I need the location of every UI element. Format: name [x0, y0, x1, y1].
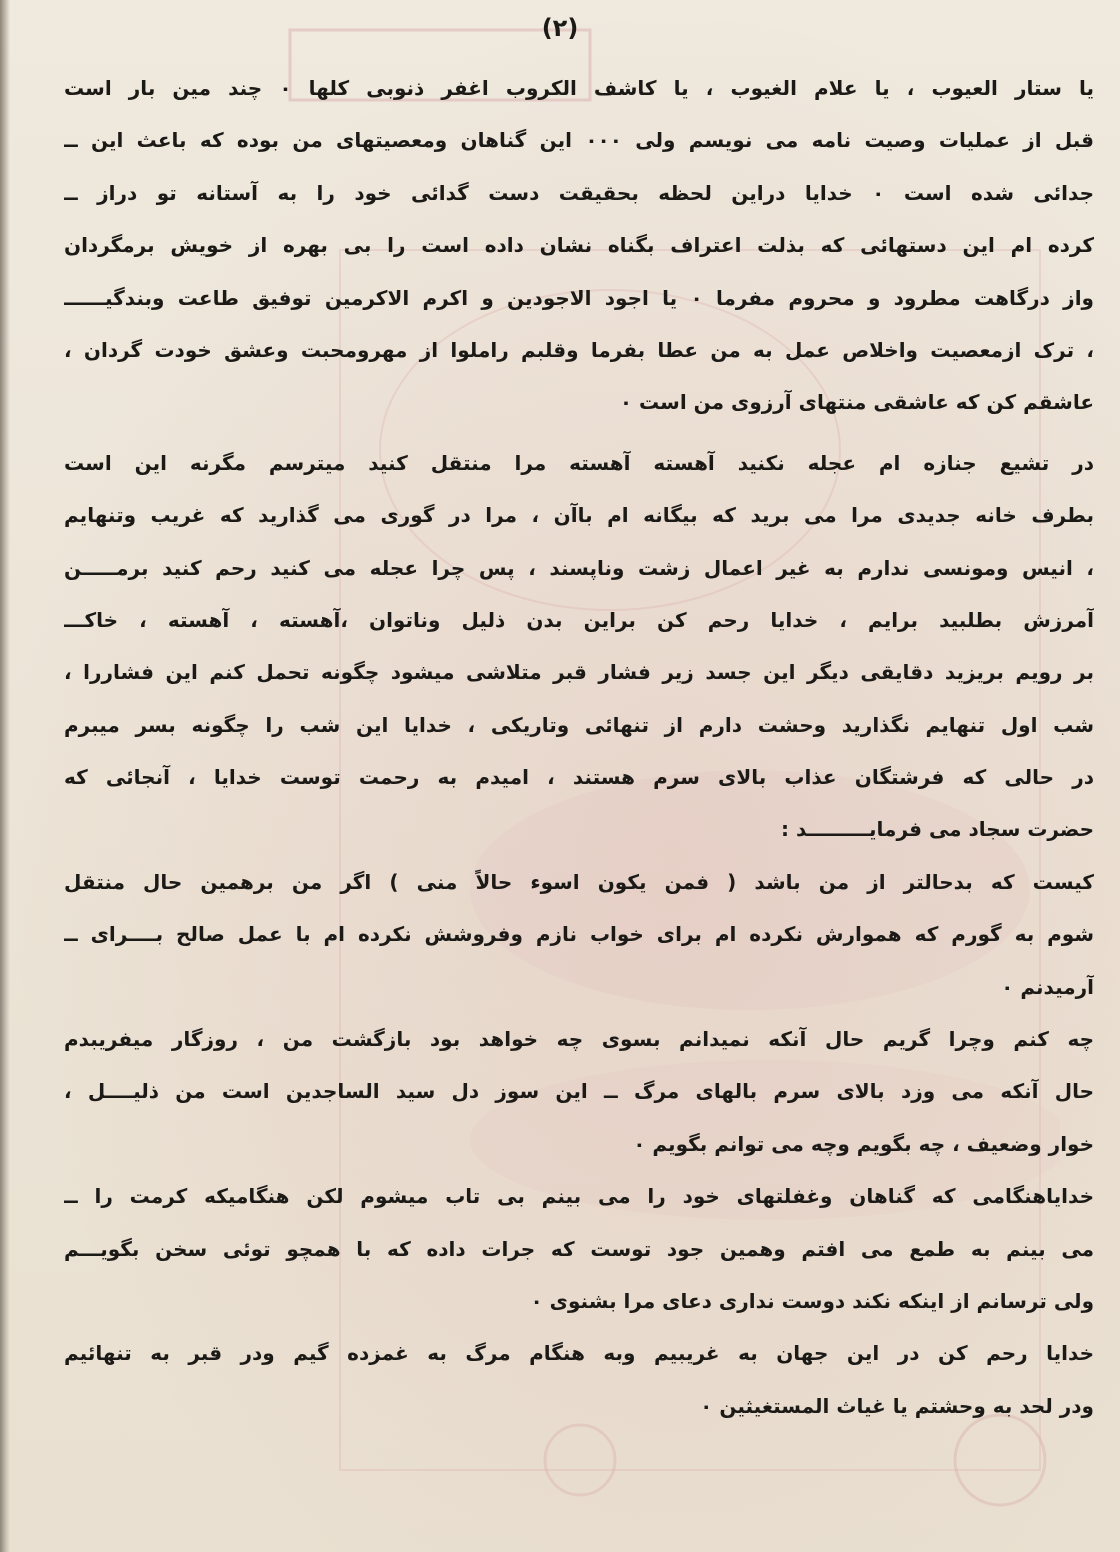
- text-line: چه کنم وچرا گریم حال آنکه نمیدانم بسوی چه خواهد بود بازگشت من ، روزگار میفریبدم: [64, 1027, 1094, 1052]
- text-line: عاشقم کن که عاشقی منتهای آرزوی من است ۰: [619, 390, 1094, 415]
- text-line: ودر لحد به وحشتم یا غیاث المستغیثین ۰: [700, 1393, 1094, 1418]
- text-line: خدایا رحم کن در این جهان به غریبیم وبه هنگام مرگ به غمزده گیم ودر قبر به تنهائیم: [64, 1341, 1094, 1366]
- text-line: خدایاهنگامی که گناهان وغفلتهای خود را می بینم بی تاب میشوم لکن هنگامیکه کرمت را ــ: [64, 1184, 1094, 1209]
- text-line: ، انیس ومونسی ندارم به غیر اعمال زشت وناپسند ، پس چرا عجله می کنید رحم کنید برمـــــن: [64, 555, 1094, 580]
- text-line: واز درگاهت مطرود و محروم مفرما ۰ یا اجود الاجودین و اکرم الاکرمین توفیق طاعت وبندگیــــــ: [64, 285, 1094, 310]
- body-text: [64, 62, 1094, 1432]
- text-line: بطرف خانه جدیدی مرا می برید که بیگانه ام باآن ، مرا در گوری می گذارید که غریب وتنهایم: [64, 503, 1094, 528]
- text-line: ، ترک ازمعصیت واخلاص عمل به من عطا بفرما وقلبم راملوا از مهرومحبت وعشق خودت گردان ،: [64, 337, 1094, 362]
- text-line: کرده ام این دستهائی که بذلت اعتراف بگناه نشان داده است را بی بهره از خویش برمگردان: [64, 233, 1094, 258]
- text-line: جدائی شده است ۰ خدایا دراین لحظه بحقیقت دست گدائی خود را به آستانه تو دراز ــ: [64, 180, 1094, 205]
- text-line: حضرت سجاد می فرمایـــــــــد :: [781, 817, 1094, 842]
- text-line: قبل از عملیات وصیت نامه می نویسم ولی ۰۰۰ این گناهان ومعصیتهای من بوده که باعث این ــ: [64, 128, 1094, 153]
- text-line: یا ستار العیوب ، یا علام الغیوب ، یا کاشف الکروب اغفر ذنوبی کلها ۰ چند مین بار است: [64, 76, 1094, 100]
- text-line: می بینم به طمع می افتم وهمین جود توست که جرات داده که با همچو توئی سخن بگویـــم: [64, 1236, 1094, 1261]
- text-line: بر رویم بریزید دقایقی دیگر این جسد زیر فشار قبر متلاشی میشود چگونه تحمل کنم این فشاررا ،: [64, 660, 1094, 685]
- text-line: شب اول تنهایم نگذارید وحشت دارم از تنهائی وتاریکی ، خدایا این شب را چگونه بسر میبرم: [64, 712, 1094, 737]
- page-number: (۲): [541, 14, 579, 42]
- text-line: شوم به گورم که هموارش نکرده ام برای خواب نازم وفروشش نکرده ام با عمل صالح بــــرای ــ: [64, 922, 1094, 947]
- text-line: آمرزش بطلبید برایم ، خدایا رحم کن براین بدن ذلیل وناتوان ،آهسته ، آهسته ، خاکـــ: [64, 607, 1094, 632]
- text-line: خوار وضعیف ، چه بگویم وچه می توانم بگویم ۰: [633, 1131, 1094, 1156]
- text-line: ولی ترسانم از اینکه نکند دوست نداری دعای مرا بشنوی ۰: [530, 1288, 1094, 1313]
- text-line: آرمیدنم ۰: [1001, 974, 1094, 999]
- text-line: کیست که بدحالتر از من باشد ( فمن یکون اسوء حالاً منی ) اگر من برهمین حال منتقل: [64, 869, 1094, 894]
- text-line: حال آنکه می وزد بالای سرم بالهای مرگ ــ این سوز دل سید الساجدین است من ذلیــــل ،: [64, 1079, 1094, 1104]
- paper-edge-shadow: [0, 0, 10, 1552]
- text-line: در حالی که فرشتگان عذاب بالای سرم هستند ، امیدم به رحمت توست خدایا ، آنجائی که: [64, 765, 1094, 790]
- text-line: در تشیع جنازه ام عجله نکنید آهسته آهسته مرا منتقل کنید میترسم مگرنه این است: [64, 450, 1094, 475]
